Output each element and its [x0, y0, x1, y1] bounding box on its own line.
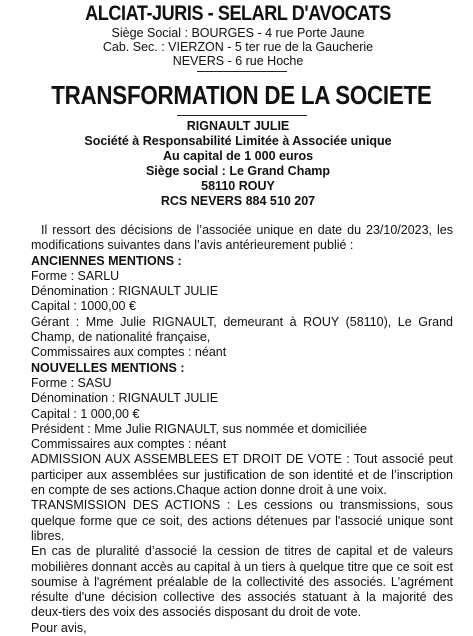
firm-address-3: NEVERS - 6 rue Hoche — [172, 54, 304, 68]
new-mentions-heading: NOUVELLES MENTIONS : — [31, 360, 185, 375]
divider — [197, 71, 287, 72]
new-capital: Capital : 1 000,00 € — [31, 406, 140, 421]
intro-paragraph: Il ressort des décisions de l’associée unique en date du 23/10/2023, les modifications suivantes dans l’avis antérieurement publié : — [31, 223, 453, 253]
old-mentions-heading: ANCIENNES MENTIONS : — [31, 253, 182, 268]
old-manager: Gérant : Mme Julie RIGNAULT, demeurant à ROUY (58110), Le Grand Champ, de nationalité française, — [31, 314, 453, 345]
company-rcs: RCS NEVERS 884 510 207 — [160, 194, 316, 208]
firm-address-2: Cab. Sec. : VIERZON - 5 ter rue de la Gaucherie — [102, 40, 374, 54]
old-name: Dénomination : RIGNAULT JULIE — [31, 284, 219, 299]
new-name: Dénomination : RIGNAULT JULIE — [31, 391, 219, 406]
old-form: Forme : SARLU — [31, 268, 120, 283]
closing: Pour avis, — [31, 620, 87, 635]
firm-address-1: Siège Social : BOURGES - 4 rue Porte Jaune — [111, 26, 365, 40]
new-auditors: Commissaires aux comptes : néant — [31, 437, 227, 452]
firm-name: ALCIAT-JURIS - SELARL D'AVOCATS — [85, 2, 391, 25]
old-auditors: Commissaires aux comptes : néant — [31, 345, 227, 360]
notice-body — [31, 223, 453, 636]
admission-paragraph: ADMISSION AUX ASSEMBLEES ET DROIT DE VOTE : Tout associé peut participer aux assemblées sur justification de son identité et de l’inscription en compte de ses actions.Chaque action donne droit à une voix. — [31, 452, 453, 498]
notice-title: TRANSFORMATION DE LA SOCIETE — [51, 80, 432, 110]
company-name: RIGNAULT JULIE — [186, 119, 290, 133]
old-capital: Capital : 1000,00 € — [31, 299, 136, 314]
new-president: Président : Mme Julie RIGNAULT, sus nommée et domiciliée — [31, 421, 367, 436]
divider — [177, 115, 307, 116]
company-form: Société à Responsabilité Limitée à Associée unique — [84, 134, 392, 148]
legal-notice — [0, 2, 473, 635]
plurality-paragraph: En cas de pluralité d’associé la cession de titres de capital et de valeurs mobilières donnant accès au capital à un tiers à quelque titre que ce soit est soumise à l'agrément préalable de la collectivité des associés. L'agrément résulte d'une décision collective des associés statuant à la majorité des deux-tiers des voix des associés disposant du droit de vote. — [31, 544, 453, 620]
transmission-paragraph: TRANSMISSION DES ACTIONS : Les cessions ou transmissions, sous quelque forme que ce soit, des actions détenues par l'associé unique sont libres. — [31, 498, 453, 543]
company-seat: Siège social : Le Grand Champ — [145, 164, 331, 178]
new-form: Forme : SASU — [31, 375, 112, 390]
company-postcode: 58110 ROUY — [201, 179, 275, 193]
company-capital: Au capital de 1 000 euros — [162, 149, 314, 163]
